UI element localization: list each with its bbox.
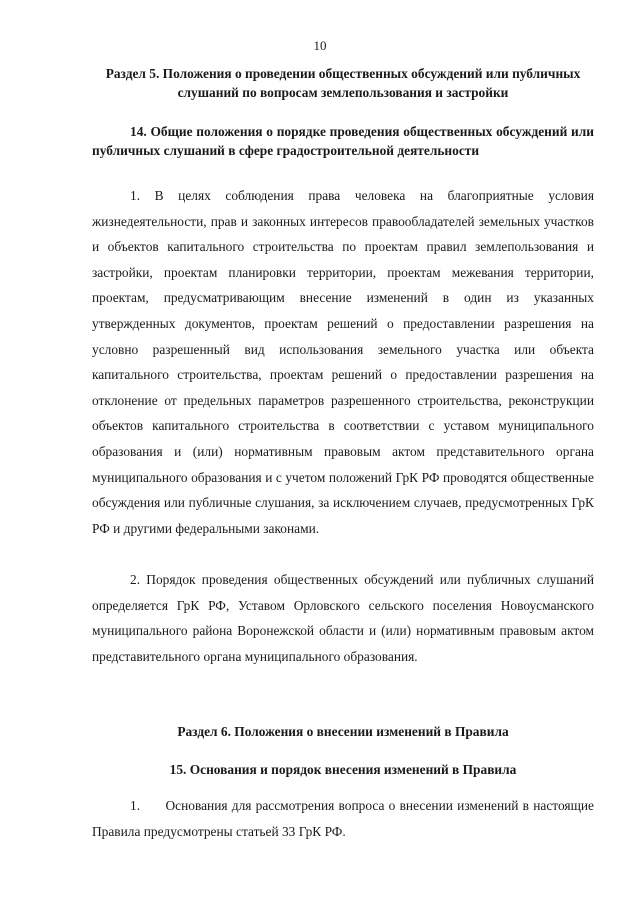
section-6-title: Раздел 6. Положения о внесении изменений в Правила xyxy=(177,724,509,739)
section-5-title: Раздел 5. Положения о проведении общественных обсуждений или публичных слушаний по вопросам землепользования и застройки xyxy=(105,66,581,100)
article-14-paragraph-1: 1. В целях соблюдения права человека на благоприятные условия жизнедеятельности, прав и законных интересов правообладателей земельных участков и объектов капитального строительства по проектам правил землепользования и застройки, проектам планировки территории, проектам межевания территории, проектам, предусматривающим внесение изменений в один из указанных утвержденных документов, проектам решений о предоставлении разрешения на условно разрешенный вид использования земельного участка или объекта капитального строительства, проектам решений о предоставлении разрешения на отклонение от предельных параметров разрешенного строительства, реконструкции объектов капитального строительства в соответствии с уставом муниципального образования и (или) нормативным правовым актом представительного органа муниципального образования и с учетом положений ГрК РФ проводятся общественные обсуждения или публичные слушания, за исключением случаев, предусмотренных ГрК РФ и другими федеральными законами. xyxy=(92,188,594,536)
article-14-title: 14. Общие положения о порядке проведения общественных обсуждений или публичных слушаний в сфере градостроительной деятельности xyxy=(92,124,594,158)
page-number: 10 xyxy=(313,38,327,53)
article-14-paragraph-2: 2. Порядок проведения общественных обсуждений или публичных слушаний определяется ГрК РФ, Уставом Орловского сельского поселения Новоусманского муниципального района Воронежской области и (или) нормативным правовым актом представительного органа муниципального образования. xyxy=(92,572,594,664)
article-15-paragraph-1: 1. Основания для рассмотрения вопроса о внесении изменений в настоящие Правила предусмотрены статьей 33 ГрК РФ. xyxy=(92,798,594,839)
article-15-title: 15. Основания и порядок внесения изменений в Правила xyxy=(169,762,517,777)
